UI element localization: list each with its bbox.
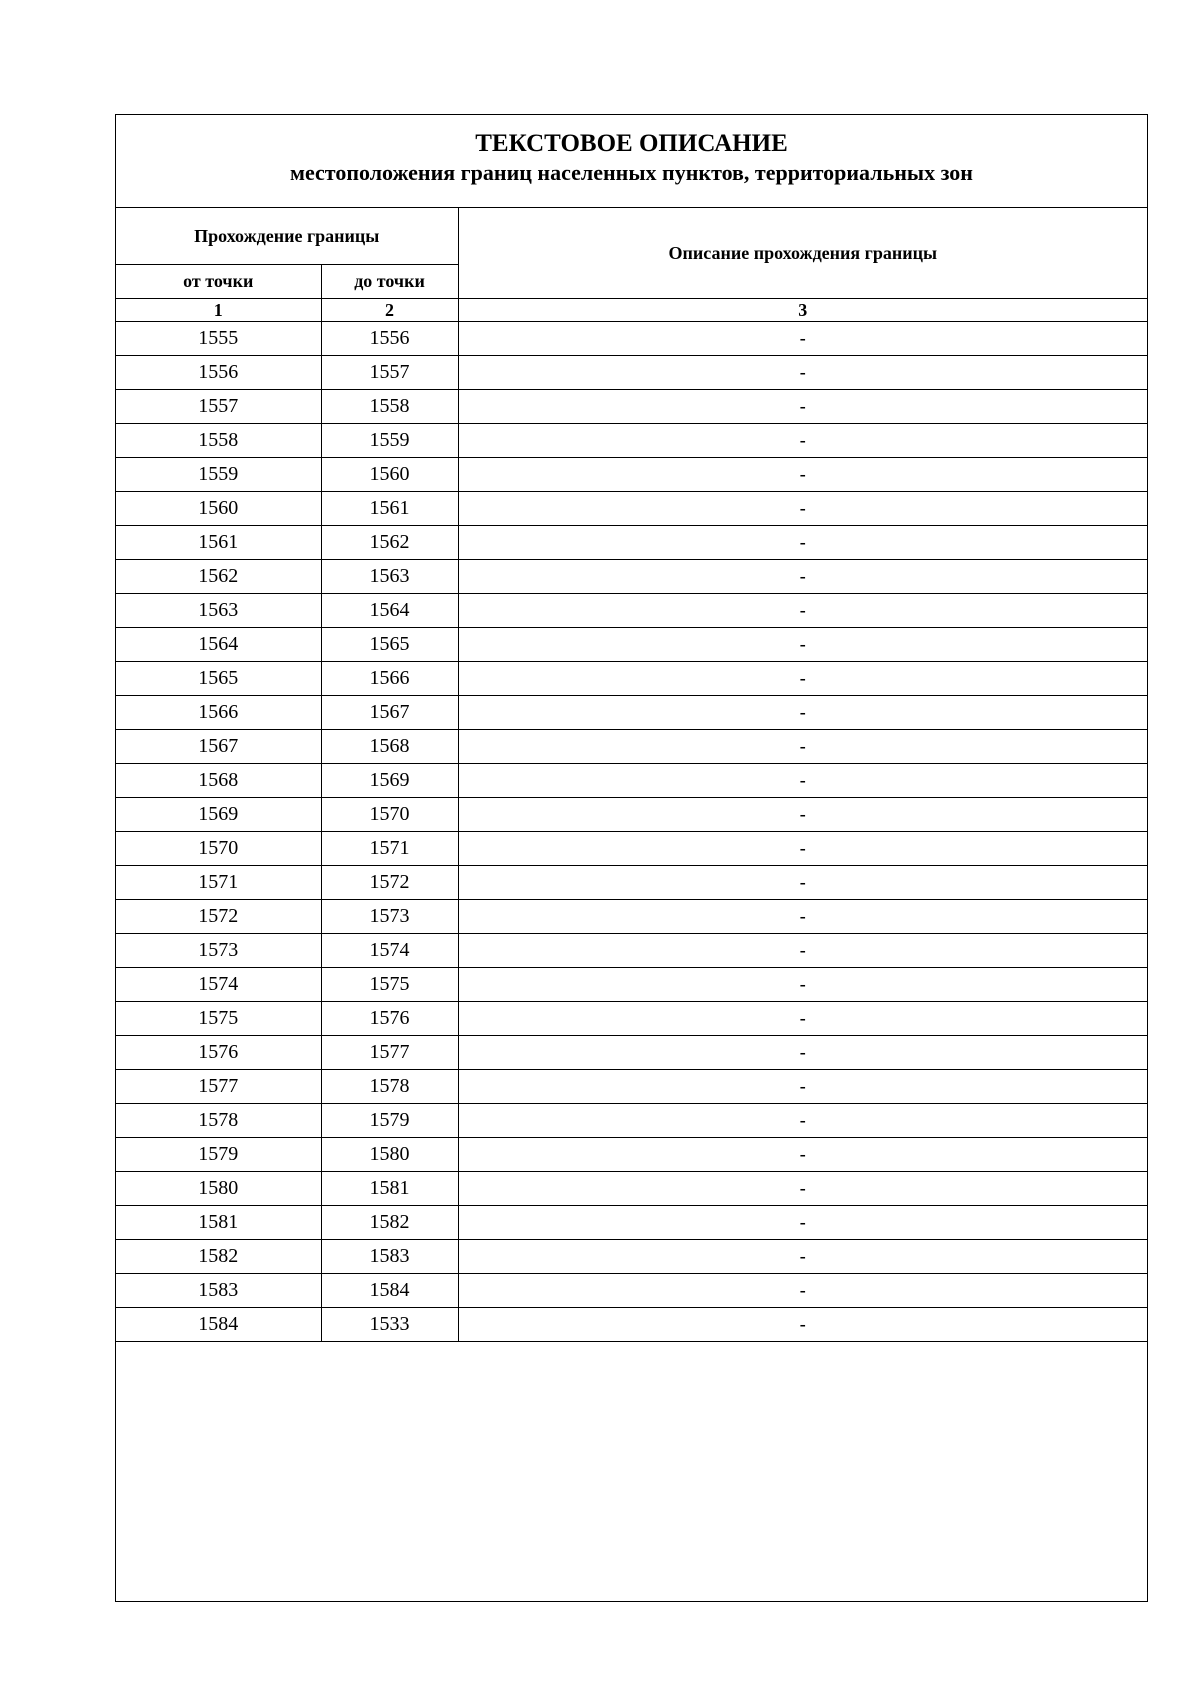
cell-to-point: 1567 [321, 696, 458, 730]
table-row [116, 424, 1147, 458]
cell-from-point: 1563 [116, 594, 321, 628]
table-row [116, 968, 1147, 1002]
cell-description: - [458, 526, 1147, 560]
cell-description: - [458, 1206, 1147, 1240]
table-row [116, 798, 1147, 832]
cell-to-point: 1566 [321, 662, 458, 696]
cell-from-point: 1558 [116, 424, 321, 458]
cell-to-point: 1574 [321, 934, 458, 968]
cell-from-point: 1564 [116, 628, 321, 662]
cell-from-point: 1577 [116, 1070, 321, 1104]
cell-from-point: 1575 [116, 1002, 321, 1036]
title-block [116, 115, 1147, 208]
table-row [116, 1274, 1147, 1308]
cell-description: - [458, 866, 1147, 900]
cell-description: - [458, 968, 1147, 1002]
cell-from-point: 1578 [116, 1104, 321, 1138]
cell-description: - [458, 1172, 1147, 1206]
header-description: Описание прохождения границы [458, 208, 1147, 299]
cell-from-point: 1573 [116, 934, 321, 968]
cell-from-point: 1574 [116, 968, 321, 1002]
cell-to-point: 1533 [321, 1308, 458, 1342]
header-to-point: до точки [321, 265, 458, 299]
boundary-table [116, 208, 1147, 1342]
cell-from-point: 1570 [116, 832, 321, 866]
cell-description: - [458, 458, 1147, 492]
cell-description: - [458, 560, 1147, 594]
table-row [116, 628, 1147, 662]
cell-to-point: 1583 [321, 1240, 458, 1274]
table-header [116, 208, 1147, 322]
cell-to-point: 1564 [321, 594, 458, 628]
table-row [116, 696, 1147, 730]
cell-to-point: 1559 [321, 424, 458, 458]
cell-description: - [458, 322, 1147, 356]
table-row [116, 662, 1147, 696]
document-subtitle: местоположения границ населенных пунктов, территориальных зон [290, 160, 973, 185]
table-row [116, 866, 1147, 900]
cell-description: - [458, 764, 1147, 798]
cell-from-point: 1576 [116, 1036, 321, 1070]
cell-description: - [458, 594, 1147, 628]
cell-from-point: 1582 [116, 1240, 321, 1274]
cell-to-point: 1578 [321, 1070, 458, 1104]
cell-from-point: 1562 [116, 560, 321, 594]
header-col-3: 3 [458, 299, 1147, 322]
cell-from-point: 1581 [116, 1206, 321, 1240]
table-row [116, 934, 1147, 968]
header-col-2: 2 [321, 299, 458, 322]
cell-description: - [458, 662, 1147, 696]
table-row [116, 1240, 1147, 1274]
cell-to-point: 1572 [321, 866, 458, 900]
header-from-point: от точки [116, 265, 321, 299]
cell-description: - [458, 934, 1147, 968]
header-col-1: 1 [116, 299, 321, 322]
cell-from-point: 1557 [116, 390, 321, 424]
cell-from-point: 1571 [116, 866, 321, 900]
cell-from-point: 1559 [116, 458, 321, 492]
cell-description: - [458, 730, 1147, 764]
cell-to-point: 1582 [321, 1206, 458, 1240]
table-row [116, 764, 1147, 798]
cell-to-point: 1581 [321, 1172, 458, 1206]
cell-description: - [458, 1240, 1147, 1274]
cell-description: - [458, 390, 1147, 424]
cell-description: - [458, 628, 1147, 662]
table-row [116, 594, 1147, 628]
table-row [116, 1172, 1147, 1206]
cell-to-point: 1558 [321, 390, 458, 424]
table-row [116, 322, 1147, 356]
cell-from-point: 1572 [116, 900, 321, 934]
cell-description: - [458, 492, 1147, 526]
cell-from-point: 1560 [116, 492, 321, 526]
cell-from-point: 1555 [116, 322, 321, 356]
table-row [116, 492, 1147, 526]
cell-to-point: 1571 [321, 832, 458, 866]
table-row [116, 1036, 1147, 1070]
cell-description: - [458, 1104, 1147, 1138]
document-frame [115, 114, 1148, 1602]
cell-from-point: 1567 [116, 730, 321, 764]
cell-to-point: 1575 [321, 968, 458, 1002]
cell-to-point: 1561 [321, 492, 458, 526]
cell-to-point: 1556 [321, 322, 458, 356]
cell-description: - [458, 1036, 1147, 1070]
table-body [116, 322, 1147, 1342]
header-passage: Прохождение границы [116, 208, 458, 265]
cell-description: - [458, 1002, 1147, 1036]
table-row [116, 1070, 1147, 1104]
cell-to-point: 1576 [321, 1002, 458, 1036]
cell-to-point: 1570 [321, 798, 458, 832]
cell-from-point: 1580 [116, 1172, 321, 1206]
table-row [116, 560, 1147, 594]
cell-description: - [458, 356, 1147, 390]
cell-description: - [458, 798, 1147, 832]
cell-from-point: 1556 [116, 356, 321, 390]
table-row [116, 526, 1147, 560]
cell-from-point: 1565 [116, 662, 321, 696]
cell-description: - [458, 424, 1147, 458]
cell-from-point: 1569 [116, 798, 321, 832]
cell-to-point: 1573 [321, 900, 458, 934]
cell-description: - [458, 1308, 1147, 1342]
cell-to-point: 1568 [321, 730, 458, 764]
cell-from-point: 1579 [116, 1138, 321, 1172]
cell-from-point: 1584 [116, 1308, 321, 1342]
cell-description: - [458, 1274, 1147, 1308]
cell-to-point: 1565 [321, 628, 458, 662]
cell-to-point: 1569 [321, 764, 458, 798]
table-row [116, 1308, 1147, 1342]
cell-to-point: 1560 [321, 458, 458, 492]
cell-description: - [458, 832, 1147, 866]
cell-description: - [458, 900, 1147, 934]
table-row [116, 390, 1147, 424]
cell-to-point: 1557 [321, 356, 458, 390]
table-row [116, 900, 1147, 934]
table-row [116, 1002, 1147, 1036]
cell-from-point: 1568 [116, 764, 321, 798]
cell-to-point: 1563 [321, 560, 458, 594]
cell-to-point: 1580 [321, 1138, 458, 1172]
cell-to-point: 1584 [321, 1274, 458, 1308]
cell-from-point: 1566 [116, 696, 321, 730]
table-row [116, 356, 1147, 390]
cell-from-point: 1561 [116, 526, 321, 560]
table-row [116, 832, 1147, 866]
cell-description: - [458, 696, 1147, 730]
table-row [116, 1138, 1147, 1172]
cell-to-point: 1577 [321, 1036, 458, 1070]
document-title: ТЕКСТОВОЕ ОПИСАНИЕ [475, 130, 788, 157]
table-row [116, 1206, 1147, 1240]
cell-from-point: 1583 [116, 1274, 321, 1308]
table-row [116, 458, 1147, 492]
table-row [116, 730, 1147, 764]
cell-to-point: 1562 [321, 526, 458, 560]
cell-description: - [458, 1070, 1147, 1104]
cell-description: - [458, 1138, 1147, 1172]
table-row [116, 1104, 1147, 1138]
cell-to-point: 1579 [321, 1104, 458, 1138]
